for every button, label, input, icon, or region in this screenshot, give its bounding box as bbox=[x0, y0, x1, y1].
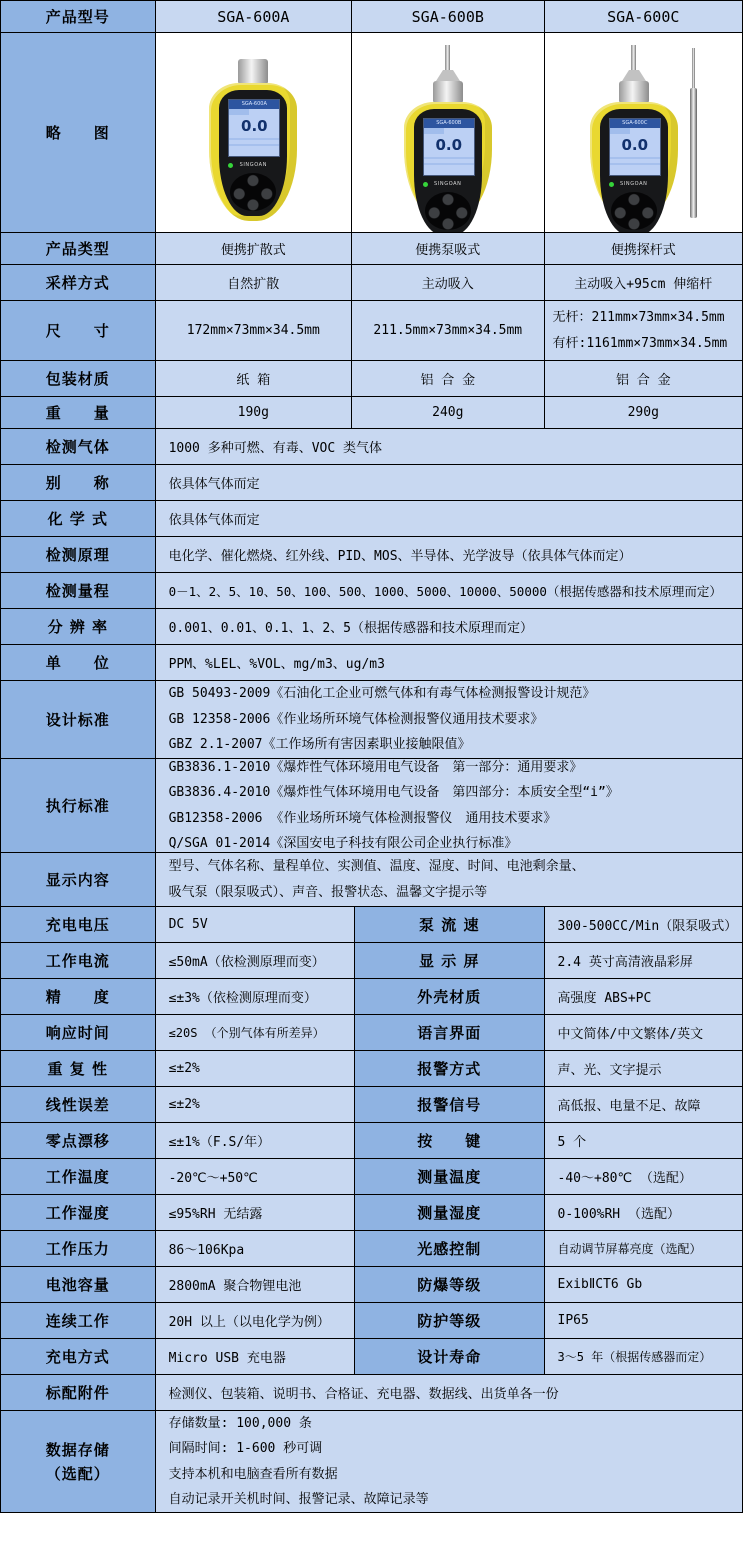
rod-body bbox=[690, 88, 697, 218]
screen-status-icons bbox=[610, 128, 660, 134]
value-cell: 20H 以上（以电化学为例） bbox=[156, 1303, 355, 1338]
storage-line: 自动记录开关机时间、报警记录、故障记录等 bbox=[168, 1491, 429, 1507]
row-header-range: 检测量程 bbox=[1, 573, 156, 608]
row-header-light-sense: 光感控制 bbox=[355, 1231, 544, 1266]
sensor-cap-icon bbox=[238, 59, 268, 83]
value-cell: 300-500CC/Min（限泵吸式） bbox=[545, 907, 742, 942]
table-row bbox=[1, 1015, 742, 1051]
value-cell: 172mm×73mm×34.5mm bbox=[156, 301, 352, 360]
row-header-dimensions: 尺 寸 bbox=[1, 301, 156, 360]
value-cell: 240g bbox=[352, 397, 544, 428]
value-cell: 86～106Kpa bbox=[156, 1231, 355, 1266]
table-row bbox=[1, 1231, 742, 1267]
row-header-accuracy: 精 度 bbox=[1, 979, 156, 1014]
table-row bbox=[1, 907, 742, 943]
value-cell: 190g bbox=[156, 397, 352, 428]
sensor-cap-icon bbox=[433, 81, 463, 102]
row-header-alias: 别 称 bbox=[1, 465, 156, 500]
standard-line: GB3836.1-2010《爆炸性气体环境用电气设备 第一部分：通用要求》 bbox=[168, 759, 583, 775]
standard-line: GB 50493-2009《石油化工企业可燃气体和有毒气体检测报警设计规范》 bbox=[168, 686, 596, 702]
row-header-accessories: 标配附件 bbox=[1, 1375, 156, 1410]
row-header-display-screen: 显 示 屏 bbox=[355, 943, 544, 978]
value-cell: ≤20S （个别气体有所差异） bbox=[156, 1015, 355, 1050]
value-cell: 290g bbox=[545, 397, 742, 428]
value-cell: ≤±2% bbox=[156, 1051, 355, 1086]
device-body bbox=[209, 83, 297, 221]
rod-tip bbox=[692, 48, 695, 88]
storage-line: 存储数量: 100,000 条 bbox=[168, 1415, 312, 1431]
row-header-buttons: 按 键 bbox=[355, 1123, 544, 1158]
value-cell: 5 个 bbox=[545, 1123, 742, 1158]
table-row bbox=[1, 361, 742, 397]
value-cell: 主动吸入 bbox=[352, 265, 544, 300]
value-cell: Micro USB 充电器 bbox=[156, 1339, 355, 1374]
table-row bbox=[1, 265, 742, 301]
value-cell: 电化学、催化燃烧、红外线、PID、MOS、半导体、光学波导（依具体气体而定） bbox=[156, 537, 742, 572]
value-cell: 0-100%RH （选配） bbox=[545, 1195, 742, 1230]
row-header-working-current: 工作电流 bbox=[1, 943, 156, 978]
row-header-working-humidity: 工作湿度 bbox=[1, 1195, 156, 1230]
probe-cone-icon bbox=[622, 70, 646, 81]
table-row bbox=[1, 853, 742, 907]
table-row bbox=[1, 233, 742, 265]
value-cell: 中文简体/中文繁体/英文 bbox=[545, 1015, 742, 1050]
model-a-cell: SGA-600A bbox=[156, 1, 352, 32]
table-row bbox=[1, 1375, 742, 1411]
standard-line: GB 12358-2006《作业场所环境气体检测报警仪通用技术要求》 bbox=[168, 711, 544, 727]
table-row bbox=[1, 33, 742, 233]
sensor-cap-icon bbox=[619, 81, 649, 102]
value-cell: 高低报、电量不足、故障 bbox=[545, 1087, 742, 1122]
value-cell: 2800mA 聚合物锂电池 bbox=[156, 1267, 355, 1302]
screen-info-rows bbox=[229, 138, 279, 150]
value-cell: 0.001、0.01、0.1、1、2、5（根据传感器和技术原理而定） bbox=[156, 609, 742, 644]
row-header-units: 单 位 bbox=[1, 645, 156, 680]
value-cell: 便携扩散式 bbox=[156, 233, 352, 264]
table-row bbox=[1, 1123, 742, 1159]
row-header-alarm-signal: 报警信号 bbox=[355, 1087, 544, 1122]
row-header-working-temp: 工作温度 bbox=[1, 1159, 156, 1194]
value-cell: 便携探杆式 bbox=[545, 233, 742, 264]
table-row bbox=[1, 429, 742, 465]
value-cell: 铝 合 金 bbox=[352, 361, 544, 396]
screen-reading: 0.0 bbox=[435, 135, 463, 154]
row-header-measure-temp: 测量温度 bbox=[355, 1159, 544, 1194]
row-header-sketch: 略 图 bbox=[1, 33, 156, 232]
value-cell: DC 5V bbox=[156, 907, 355, 942]
row-header-zero-drift: 零点漂移 bbox=[1, 1123, 156, 1158]
device-body bbox=[590, 102, 678, 221]
row-header-product-type: 产品类型 bbox=[1, 233, 156, 264]
device-screen bbox=[609, 118, 661, 176]
value-cell: 主动吸入+95cm 伸缩杆 bbox=[545, 265, 742, 300]
table-row bbox=[1, 537, 742, 573]
screen-model-label: SGA-600B bbox=[424, 119, 474, 128]
row-header-measure-humidity: 测量湿度 bbox=[355, 1195, 544, 1230]
value-cell: 自然扩散 bbox=[156, 265, 352, 300]
screen-reading: 0.0 bbox=[621, 135, 649, 154]
button-pad-icon bbox=[425, 192, 471, 230]
row-header-design-standards: 设计标准 bbox=[1, 681, 156, 758]
device-photo-sga-600b bbox=[404, 45, 492, 221]
table-row bbox=[1, 609, 742, 645]
row-header-resolution: 分 辨 率 bbox=[1, 609, 156, 644]
value-cell: 依具体气体而定 bbox=[156, 465, 742, 500]
row-header-continuous-work: 连续工作 bbox=[1, 1303, 156, 1338]
device-photo-sga-600c bbox=[590, 45, 678, 221]
value-cell: ≤±3%（依检测原理而变） bbox=[156, 979, 355, 1014]
screen-reading: 0.0 bbox=[241, 116, 268, 135]
table-row bbox=[1, 1195, 742, 1231]
telescopic-rod-icon bbox=[690, 48, 697, 218]
value-cell: 1000 多种可燃、有毒、VOC 类气体 bbox=[156, 429, 742, 464]
standard-line: GB12358-2006 《作业场所环境气体检测报警仪 通用技术要求》 bbox=[168, 810, 557, 826]
value-cell: 检测仪、包装箱、说明书、合格证、充电器、数据线、出货单各一份 bbox=[156, 1375, 742, 1410]
value-cell: PPM、%LEL、%VOL、mg/m3、ug/m3 bbox=[156, 645, 742, 680]
product-photo-cell-a bbox=[156, 33, 352, 232]
dimension-line: 有杆:1161mm×73mm×34.5mm bbox=[552, 335, 728, 351]
brand-label: SINGOAN bbox=[434, 180, 462, 187]
button-pad-icon bbox=[611, 192, 657, 230]
table-row bbox=[1, 1411, 742, 1513]
dimension-line: 无杆：211mm×73mm×34.5mm bbox=[552, 310, 725, 326]
value-cell: 自动调节屏幕亮度（选配） bbox=[545, 1231, 742, 1266]
row-header-sampling: 采样方式 bbox=[1, 265, 156, 300]
product-photo-cell-b bbox=[352, 33, 544, 232]
table-row bbox=[1, 1339, 742, 1375]
value-cell: IP65 bbox=[545, 1303, 742, 1338]
table-row bbox=[1, 397, 742, 429]
device-panel bbox=[600, 109, 668, 232]
device-body bbox=[404, 102, 492, 221]
value-cell: 铝 合 金 bbox=[545, 361, 742, 396]
display-line: 吸气泵（限泵吸式）、声音、报警状态、温馨文字提示等 bbox=[168, 884, 488, 900]
value-cell: ≤50mA（依检测原理而变） bbox=[156, 943, 355, 978]
value-cell: 高强度 ABS+PC bbox=[545, 979, 742, 1014]
value-cell: 211.5mm×73mm×34.5mm bbox=[352, 301, 544, 360]
product-photo-cell-c bbox=[545, 33, 742, 232]
screen-info-rows bbox=[610, 157, 660, 169]
row-header-shell-material: 外壳材质 bbox=[355, 979, 544, 1014]
device-screen bbox=[423, 118, 475, 176]
value-cell: 0－1、2、5、10、50、100、500、1000、5000、10000、50000（根据传感器和技术原理而定） bbox=[156, 573, 742, 608]
model-c-cell: SGA-600C bbox=[545, 1, 742, 32]
standard-line: GB3836.4-2010《爆炸性气体环境用电气设备 第四部分：本质安全型“i”》 bbox=[168, 785, 619, 801]
table-row bbox=[1, 501, 742, 537]
table-row bbox=[1, 979, 742, 1015]
table-row bbox=[1, 1159, 742, 1195]
row-header-protection-grade: 防护等级 bbox=[355, 1303, 544, 1338]
table-row bbox=[1, 573, 742, 609]
value-cell: -40～+80℃ （选配） bbox=[545, 1159, 742, 1194]
value-cell: 纸 箱 bbox=[156, 361, 352, 396]
row-header-display-content: 显示内容 bbox=[1, 853, 156, 906]
row-header-charge-mode: 充电方式 bbox=[1, 1339, 156, 1374]
table-row bbox=[1, 1303, 742, 1339]
table-row bbox=[1, 645, 742, 681]
value-cell: -20℃～+50℃ bbox=[156, 1159, 355, 1194]
device-photo-sga-600a bbox=[209, 45, 297, 221]
row-header-working-pressure: 工作压力 bbox=[1, 1231, 156, 1266]
display-line: 型号、气体名称、量程单位、实测值、温度、湿度、时间、电池剩余量、 bbox=[168, 859, 585, 875]
row-header-battery: 电池容量 bbox=[1, 1267, 156, 1302]
pump-probe-icon bbox=[445, 45, 450, 71]
probe-cone-icon bbox=[436, 70, 460, 81]
row-header-repeatability: 重 复 性 bbox=[1, 1051, 156, 1086]
standard-line: GBZ 2.1-2007《工作场所有害因素职业接触限值》 bbox=[168, 737, 471, 753]
table-row bbox=[1, 1, 742, 33]
screen-model-label: SGA-600C bbox=[610, 119, 660, 128]
table-row bbox=[1, 1087, 742, 1123]
device-panel bbox=[219, 90, 287, 216]
label-line: 数据存储 bbox=[45, 1440, 110, 1459]
table-row bbox=[1, 681, 742, 759]
value-cell: 声、光、文字提示 bbox=[545, 1051, 742, 1086]
table-row bbox=[1, 1051, 742, 1087]
row-header-gases: 检测气体 bbox=[1, 429, 156, 464]
value-cell: ExibⅡCT6 Gb bbox=[545, 1267, 742, 1302]
row-header-product-model: 产品型号 bbox=[1, 1, 156, 32]
row-header-principle: 检测原理 bbox=[1, 537, 156, 572]
value-cell bbox=[156, 1411, 742, 1512]
row-header-linearity-error: 线性误差 bbox=[1, 1087, 156, 1122]
model-b-cell: SGA-600B bbox=[352, 1, 544, 32]
label-line: （选配） bbox=[45, 1464, 110, 1483]
table-row bbox=[1, 943, 742, 979]
value-cell: 3～5 年（根据传感器而定） bbox=[545, 1339, 742, 1374]
table-row bbox=[1, 759, 742, 853]
row-header-explosion-proof: 防爆等级 bbox=[355, 1267, 544, 1302]
device-screen bbox=[228, 99, 280, 157]
value-cell bbox=[545, 301, 742, 360]
pump-probe-icon bbox=[631, 45, 636, 71]
row-header-charge-voltage: 充电电压 bbox=[1, 907, 156, 942]
storage-line: 间隔时间: 1-600 秒可调 bbox=[168, 1441, 323, 1457]
screen-model-label: SGA-600A bbox=[229, 100, 279, 109]
row-header-packing: 包装材质 bbox=[1, 361, 156, 396]
value-cell: 依具体气体而定 bbox=[156, 501, 742, 536]
value-cell: ≤95%RH 无结露 bbox=[156, 1195, 355, 1230]
screen-info-rows bbox=[424, 157, 474, 169]
row-header-pump-flow: 泵 流 速 bbox=[355, 907, 544, 942]
value-cell bbox=[156, 759, 742, 852]
device-panel bbox=[414, 109, 482, 232]
table-row bbox=[1, 1267, 742, 1303]
row-header-design-life: 设计寿命 bbox=[355, 1339, 544, 1374]
table-row bbox=[1, 301, 742, 361]
row-header-language: 语言界面 bbox=[355, 1015, 544, 1050]
row-header-formula: 化 学 式 bbox=[1, 501, 156, 536]
brand-label: SINGOAN bbox=[620, 180, 648, 187]
standard-line: Q/SGA 01-2014《深国安电子科技有限公司企业执行标准》 bbox=[168, 835, 518, 851]
button-pad-icon bbox=[230, 173, 276, 211]
row-header-exec-standards: 执行标准 bbox=[1, 759, 156, 852]
value-cell: 便携泵吸式 bbox=[352, 233, 544, 264]
screen-status-icons bbox=[229, 109, 279, 115]
brand-label: SINGOAN bbox=[239, 161, 268, 168]
row-header-data-storage bbox=[1, 1411, 156, 1512]
storage-line: 支持本机和电脑查看所有数据 bbox=[168, 1466, 338, 1482]
value-cell: ≤±2% bbox=[156, 1087, 355, 1122]
table-row bbox=[1, 465, 742, 501]
value-cell bbox=[156, 681, 742, 758]
row-header-weight: 重 量 bbox=[1, 397, 156, 428]
screen-status-icons bbox=[424, 128, 474, 134]
value-cell: ≤±1%（F.S/年） bbox=[156, 1123, 355, 1158]
row-header-response-time: 响应时间 bbox=[1, 1015, 156, 1050]
value-cell bbox=[156, 853, 742, 906]
row-header-alarm-mode: 报警方式 bbox=[355, 1051, 544, 1086]
value-cell: 2.4 英寸高清液晶彩屏 bbox=[545, 943, 742, 978]
